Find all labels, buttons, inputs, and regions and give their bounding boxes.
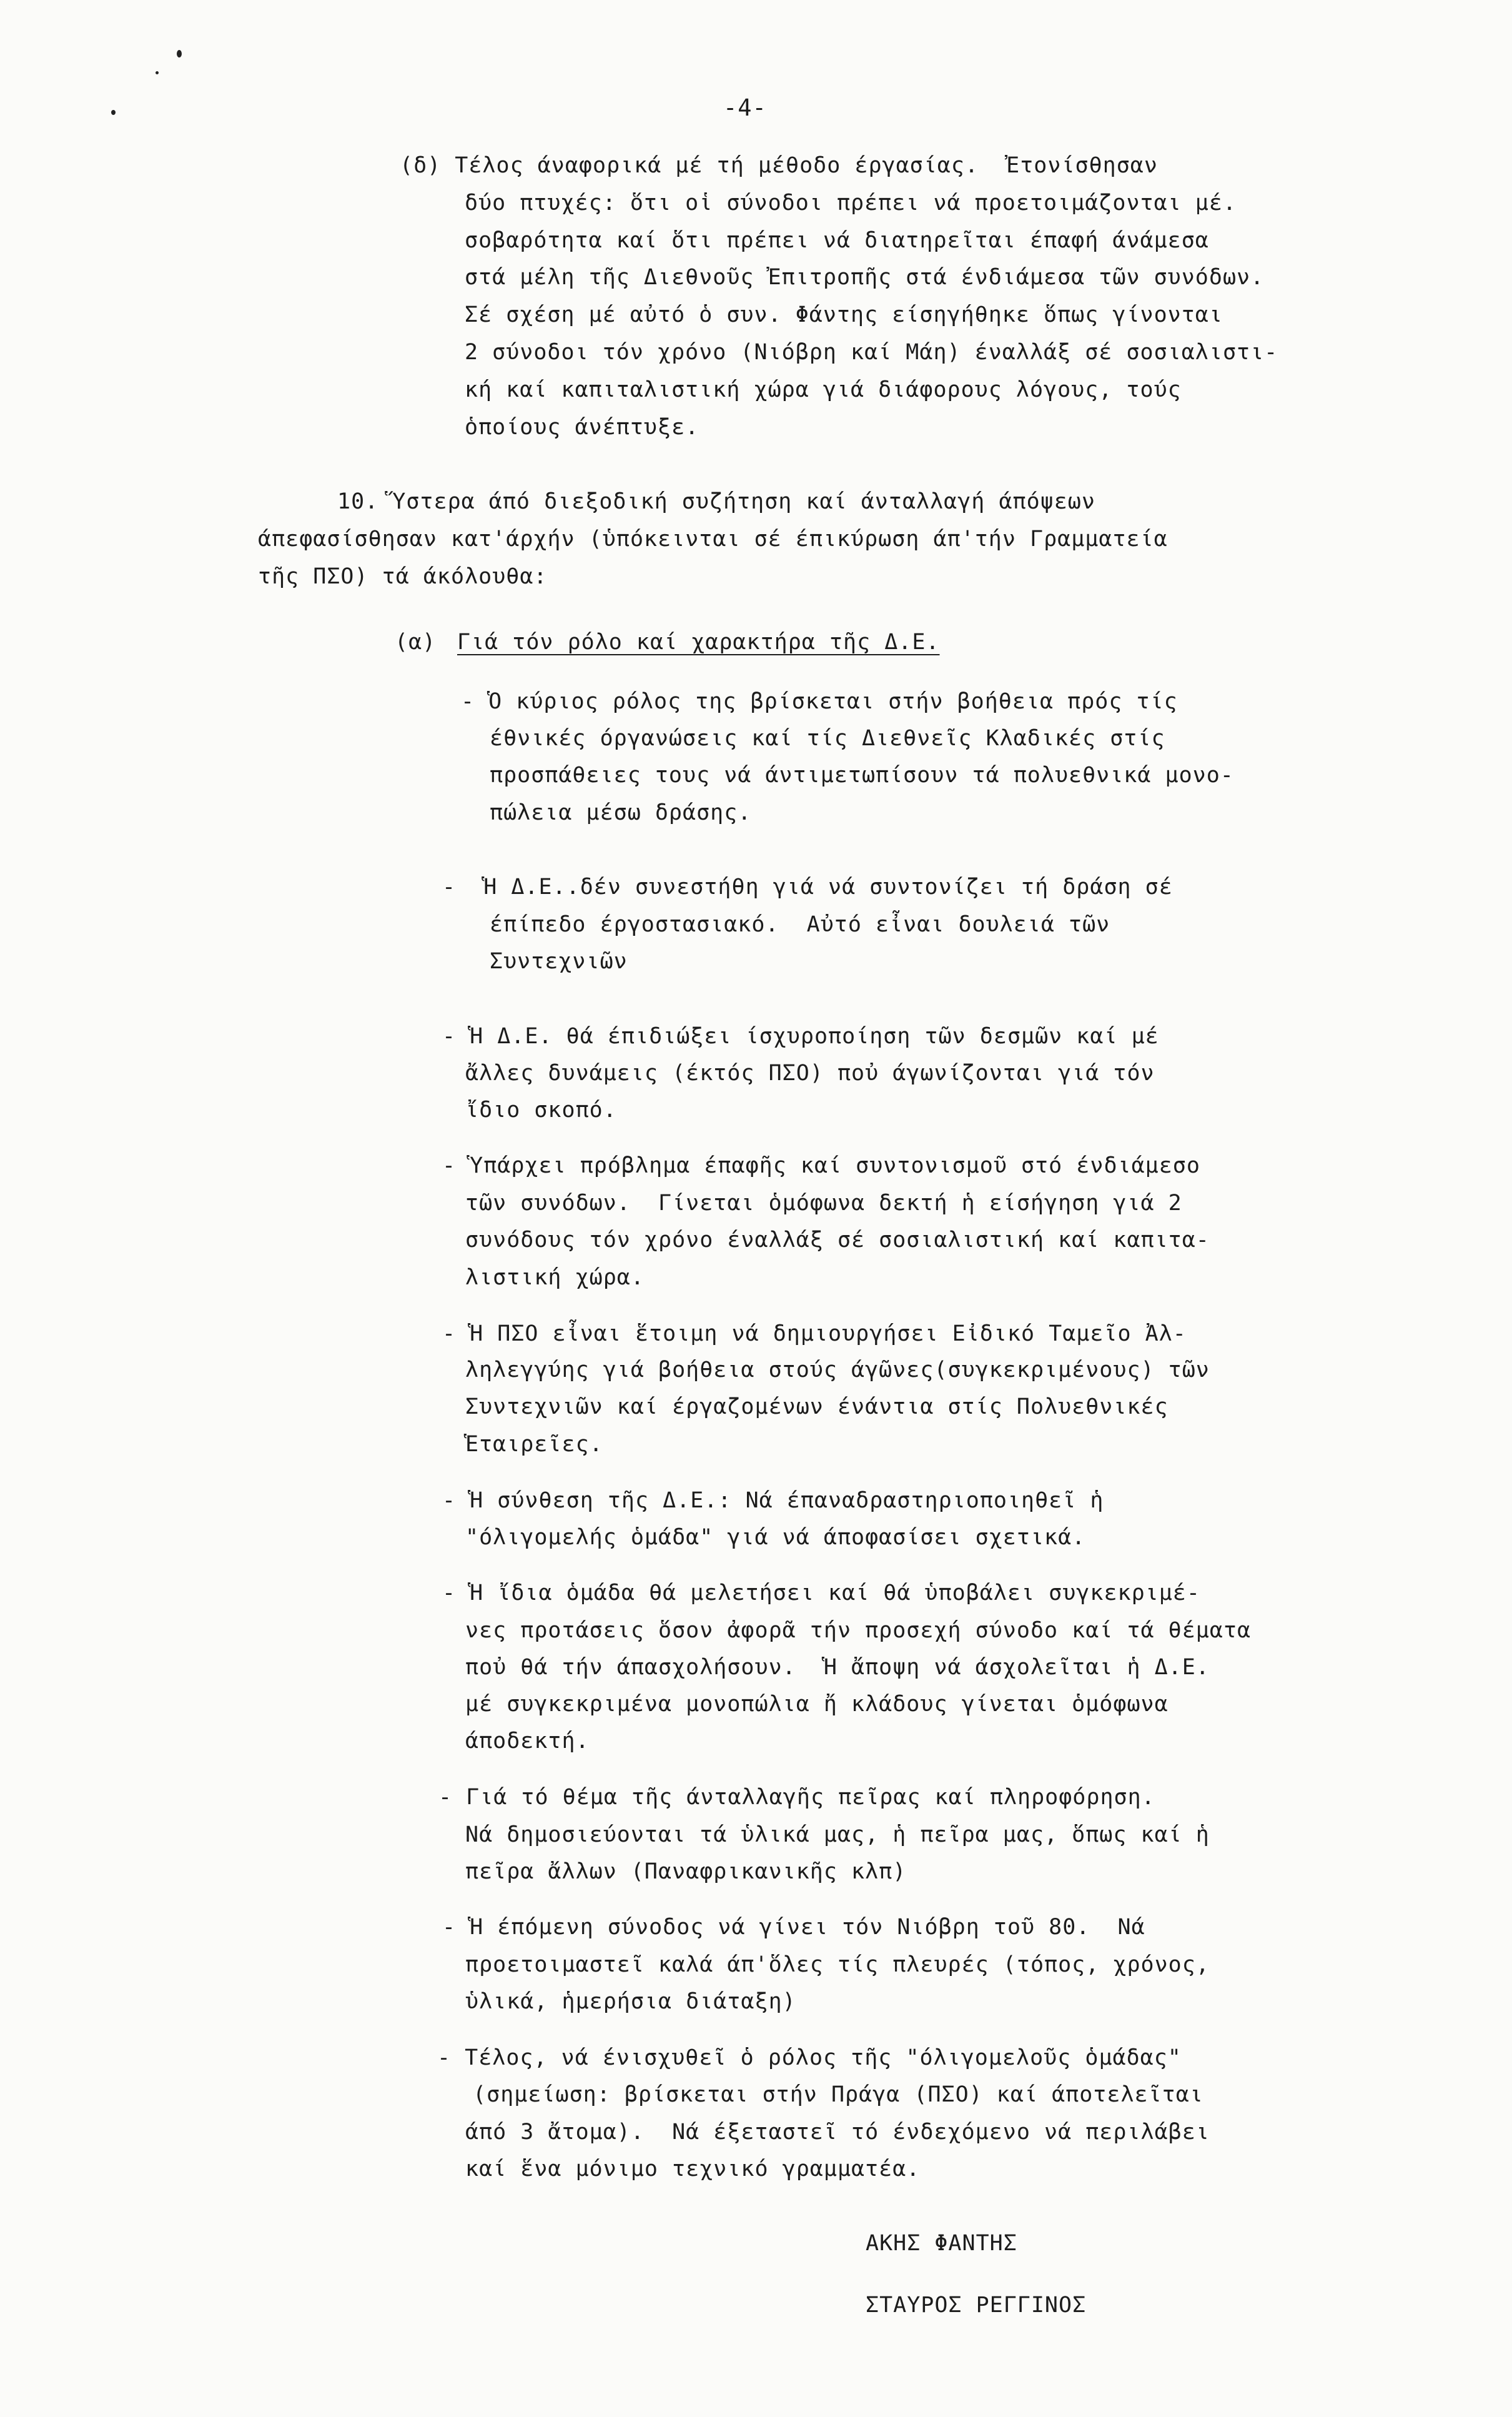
ink-speck — [177, 50, 182, 57]
list-item-line: "όλιγομελής ὁμάδα" γιά νά άποφασίσει σχετικά. — [465, 1525, 1086, 1550]
list-item-line: - Ἡ Δ.Ε. θά έπιδιώξει ίσχυροποίηση τῶν δεσμῶν καί μέ — [442, 1024, 1159, 1049]
section-d-line: Σέ σχέση μέ αὐτό ὁ συν. Φάντης είσηγήθηκε ὅπως γίνονται — [465, 302, 1223, 327]
list-item-line: ποὐ θά τήν άπασχολήσουν. Ἡ ἄποψη νά άσχολεῖται ἡ Δ.Ε. — [465, 1655, 1210, 1680]
list-item-line: λιστική χώρα. — [465, 1265, 645, 1290]
list-item-line: άπό 3 ἄτομα). Νά έξεταστεῖ τό ένδεχόμενο νά περιλάβει — [465, 2120, 1210, 2145]
item-10-line: τῆς ΠΣΟ) τά άκόλουθα: — [258, 564, 548, 589]
list-item-line: έθνικές όργανώσεις καί τίς Διεθνεῖς Κλαδικές στίς — [490, 726, 1165, 751]
list-item-line: έπίπεδο έργοστασιακό. Αὐτό εἶναι δουλειά τῶν — [490, 912, 1110, 937]
list-item-line: ληλεγγύης γιά βοήθεια στούς άγῶνες(συγκεκριμένους) τῶν — [465, 1357, 1210, 1382]
list-item-line: τῶν συνόδων. Γίνεται ὁμόφωνα δεκτή ἡ είσήγηση γιά 2 — [465, 1191, 1182, 1216]
list-item-line: - Ἡ ἴδια ὁμάδα θά μελετήσει καί θά ὑποβάλει συγκεκριμέ- — [442, 1581, 1200, 1606]
list-item-line: ὑλικά, ἡμερήσια διάταξη) — [465, 1989, 796, 2014]
list-item-line: (σημείωση: βρίσκεται στήν Πράγα (ΠΣΟ) καί άποτελεῖται — [459, 2082, 1203, 2107]
section-d-line: ὁποίους άνέπτυξε. — [465, 415, 699, 440]
list-item-line: - Ὑπάρχει πρόβλημα έπαφῆς καί συντονισμοῦ στό ένδιάμεσο — [442, 1153, 1200, 1178]
list-item-line: - Ἡ Δ.Ε..δέν συνεστήθη γιά νά συντονίζει τή δράση σέ — [442, 875, 1173, 900]
list-item-line: - Τέλος, νά ένισχυθεῖ ὁ ρόλος τῆς "όλιγομελοῦς ὁμάδας" — [437, 2045, 1182, 2070]
list-item-line: πεῖρα ἄλλων (Παναφρικανικῆς κλπ) — [465, 1859, 907, 1884]
list-item-line: προετοιμαστεῖ καλά άπ'ὅλες τίς πλευρές (τόπος, χρόνος, — [465, 1952, 1210, 1977]
section-d-line: δύο πτυχές: ὅτι οἱ σύνοδοι πρέπει νά προετοιμάζονται μέ. — [465, 191, 1237, 216]
ink-speck — [156, 71, 159, 74]
list-item-line: - Ὁ κύριος ρόλος της βρίσκεται στήν βοήθεια πρός τίς — [461, 689, 1178, 714]
list-item-line: μέ συγκεκριμένα μονοπώλια ἤ κλάδους γίνεται ὁμόφωνα — [465, 1692, 1169, 1717]
section-d-line: στά μέλη τῆς Διεθνοῦς Ἐπιτροπῆς στά ένδιάμεσα τῶν συνόδων. — [465, 265, 1265, 290]
list-item-line: - Ἡ ΠΣΟ εἶναι ἕτοιμη νά δημιουργήσει Εἰδικό Ταμεῖο Ἀλ- — [442, 1321, 1187, 1346]
section-d-line: κή καί καπιταλιστική χώρα γιά διάφορους λόγους, τούς — [465, 377, 1182, 402]
item-10-line: 10. Ὕστερα άπό διεξοδική συζήτηση καί άνταλλαγή άπόψεων — [337, 489, 1095, 514]
list-item-line: πώλεια μέσω δράσης. — [490, 800, 752, 825]
list-item-line: άποδεκτή. — [465, 1729, 590, 1754]
section-d-line: σοβαρότητα καί ὅτι πρέπει νά διατηρεῖται έπαφή άνάμεσα — [465, 228, 1209, 253]
page-number: -4- — [723, 94, 767, 121]
list-item-line: καί ἕνα μόνιμο τεχνικό γραμματέα. — [465, 2156, 921, 2181]
section-d-line: 2 σύνοδοι τόν χρόνο (Νιόβρη καί Μάη) έναλλάξ σέ σοσιαλιστι- — [465, 340, 1278, 365]
list-item-line: προσπάθειες τους νά άντιμετωπίσουν τά πολυεθνικά μονο- — [490, 763, 1234, 788]
list-item-line: - Ἡ έπόμενη σύνοδος νά γίνει τόν Νιόβρη τοῦ 80. Νά — [442, 1915, 1145, 1940]
list-item-line: ἴδιο σκοπό. — [465, 1098, 617, 1123]
list-item-line: Συντεχνιῶν — [490, 949, 628, 974]
list-item-line: - Ἡ σύνθεση τῆς Δ.Ε.: Νά έπαναδραστηριοποιηθεῖ ἡ — [442, 1488, 1104, 1513]
list-item-line: Ἑταιρεῖες. — [465, 1432, 603, 1457]
subsection-marker: (α) — [395, 630, 437, 655]
list-item-line: ἄλλες δυνάμεις (έκτός ΠΣΟ) ποὐ άγωνίζονται γιά τόν — [465, 1061, 1155, 1086]
list-item-line: νες προτάσεις ὅσον ἀφορᾶ τήν προσεχή σύνοδο καί τά θέματα — [465, 1618, 1252, 1643]
list-item-line: συνόδους τόν χρόνο έναλλάξ σέ σοσιαλιστική καί καπιτα- — [465, 1228, 1210, 1253]
list-item-line: Συντεχνιῶν καί έργαζομένων ένάντια στίς Πολυεθνικές — [465, 1394, 1169, 1419]
section-d-line: (δ) Τέλος άναφορικά μέ τή μέθοδο έργασίας. Ἐτονίσθησαν — [400, 153, 1158, 178]
item-10-line: άπεφασίσθησαν κατ'άρχήν (ὑπόκεινται σέ έπικύρωση άπ'τήν Γραμματεία — [258, 527, 1168, 552]
ink-speck — [111, 110, 116, 115]
subsection-heading: Γιά τόν ρόλο καί χαρακτήρα τῆς Δ.Ε. — [457, 630, 940, 655]
list-item-line: Νά δημοσιεύονται τά ὑλικά μας, ἡ πεῖρα μας, ὅπως καί ἡ — [465, 1822, 1210, 1847]
signature-name: ΣΤΑΥΡΟΣ ΡΕΓΓΙΝΟΣ — [866, 2293, 1087, 2318]
signature-name: ΑΚΗΣ ΦΑΝΤΗΣ — [866, 2231, 1017, 2256]
list-item-line: - Γιά τό θέμα τῆς άνταλλαγῆς πεῖρας καί πληροφόρηση. — [438, 1785, 1155, 1810]
